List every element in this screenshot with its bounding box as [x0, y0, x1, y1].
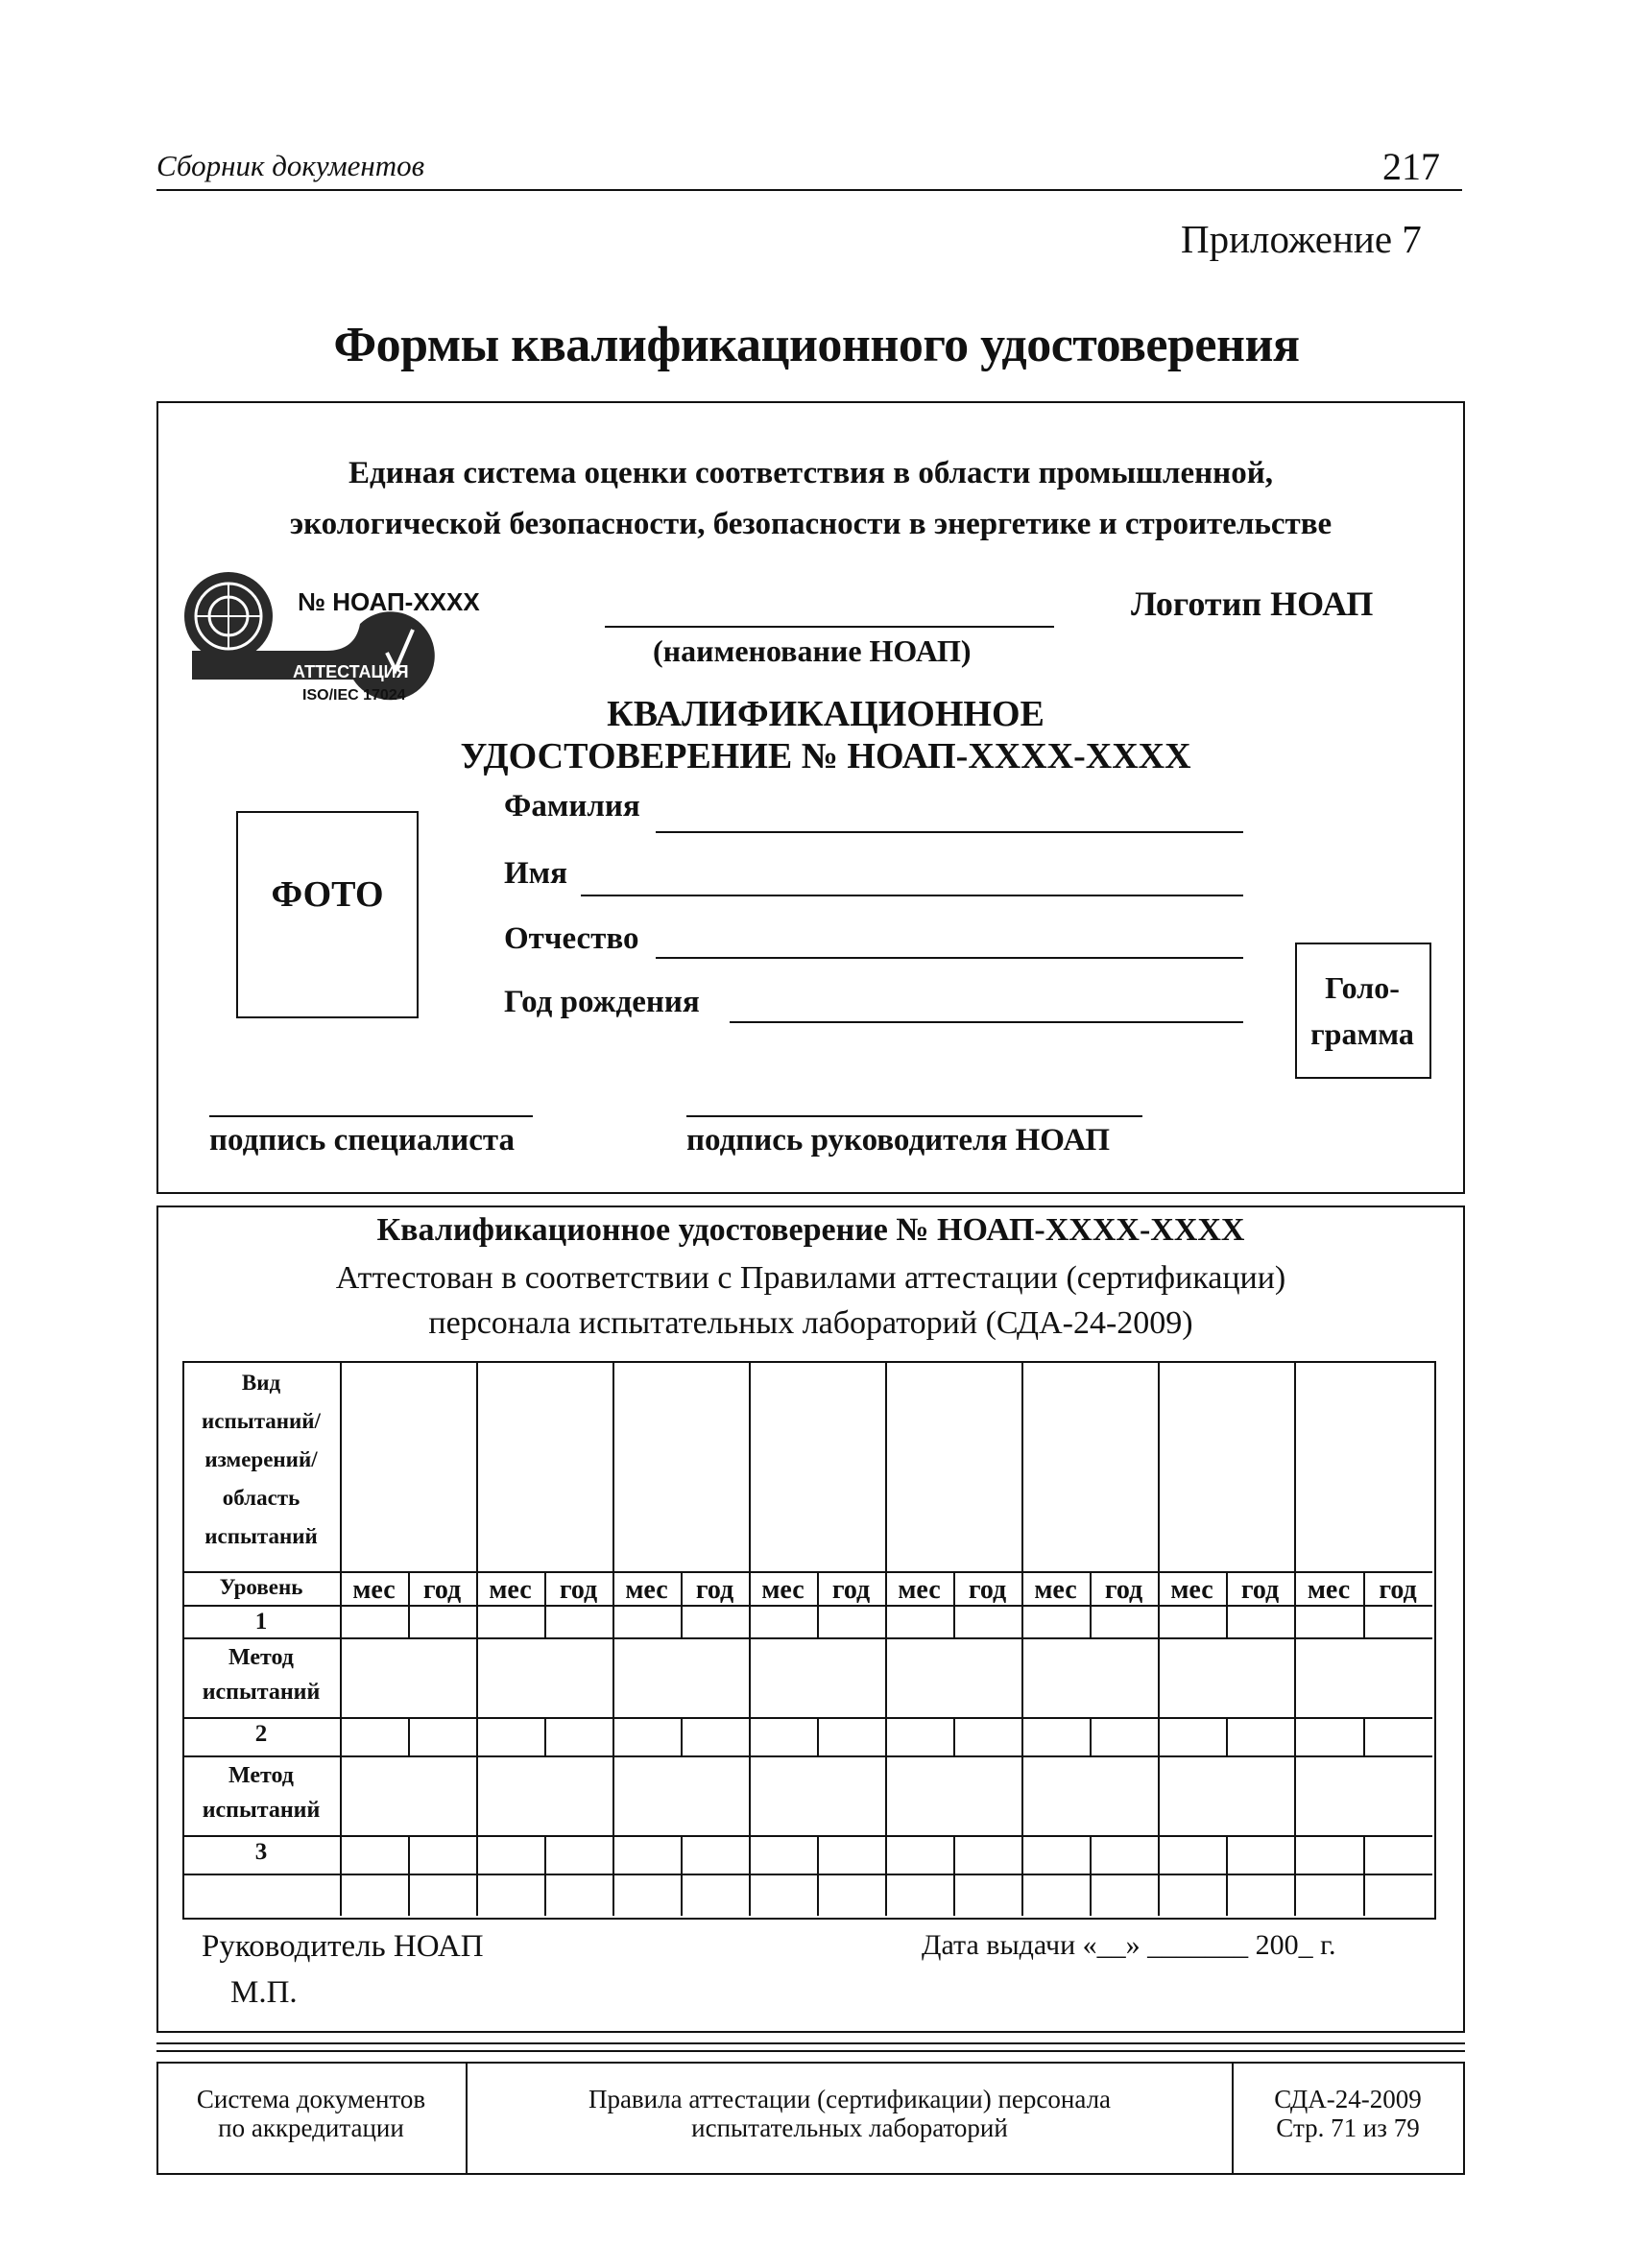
grid-subcol-divider: [817, 1835, 819, 1874]
month-label: мес: [1170, 1575, 1213, 1605]
seal-attest-label: АТТЕСТАЦИЯ: [293, 662, 409, 681]
field-label-patronymic: Отчество: [504, 921, 639, 956]
grid-subcol-divider: [1363, 1605, 1365, 1637]
grid-subcol-divider: [1090, 1605, 1092, 1637]
photo-label: ФОТО: [271, 874, 384, 915]
footer-document-name-line-1: Правила аттестации (сертификации) персонала: [588, 2085, 1112, 2113]
year-label: год: [1240, 1575, 1280, 1605]
hologram-label-line-2: грамма: [1310, 1016, 1414, 1051]
issue-date: Дата выдачи «__» _______ 200_ г.: [922, 1929, 1336, 1961]
grid-subcol-divider: [953, 1874, 955, 1916]
grid-subcol-divider: [1226, 1717, 1228, 1755]
method-label: Метод: [228, 1763, 294, 1788]
grid-subcol-divider: [953, 1835, 955, 1874]
grid-subcol-divider: [1090, 1874, 1092, 1916]
footer-document-code-line-2: Стр. 71 из 79: [1276, 2113, 1420, 2142]
hologram-label-line-1: Голо-: [1325, 970, 1400, 1005]
noap-name-caption: (наименование НОАП): [653, 633, 972, 668]
month-label: мес: [625, 1575, 668, 1605]
test-type-header-text: испытаний: [204, 1524, 318, 1548]
grid-subcol-divider: [1090, 1717, 1092, 1755]
grid-subcol-divider: [817, 1717, 819, 1755]
field-label-name: Имя: [504, 856, 567, 891]
grid-subcol-divider: [544, 1717, 546, 1755]
appendix-label: Приложение 7: [1181, 217, 1422, 261]
footer-rule-2: [156, 2050, 1465, 2052]
grid-row-divider: [182, 1755, 1432, 1757]
grid-subcol-divider: [1226, 1874, 1228, 1916]
grid-subcol-divider: [1363, 1835, 1365, 1874]
stamp-label: М.П.: [230, 1975, 298, 2010]
month-label: мес: [352, 1575, 396, 1605]
test-type-header-text: Вид: [241, 1371, 281, 1395]
method-label: Метод: [228, 1645, 294, 1670]
back-title: Квалификационное удостоверение № НОАП-XXXX-XXXX: [376, 1212, 1245, 1248]
method-label: испытаний: [202, 1798, 321, 1823]
grid-subcol-divider: [681, 1835, 683, 1874]
page-number: 217: [1382, 145, 1440, 188]
grid-subcol-divider: [408, 1605, 410, 1637]
grid-subcol-divider: [681, 1605, 683, 1637]
hologram-label: [1295, 965, 1429, 1057]
method-label: испытаний: [202, 1680, 321, 1705]
field-label-surname: Фамилия: [504, 789, 640, 824]
seal-iso-label: ISO/IEC 17024: [302, 687, 406, 704]
head-signature-line: [686, 1115, 1142, 1117]
page-title: Формы квалификационного удостоверения: [333, 318, 1300, 372]
grid-subcol-divider: [544, 1605, 546, 1637]
year-label: год: [422, 1575, 462, 1605]
grid-row-divider: [182, 1874, 1432, 1875]
level-number: 2: [254, 1721, 268, 1747]
footer-document-name: [468, 2085, 1232, 2142]
footer-system: [156, 2085, 466, 2142]
grid-subcol-divider: [681, 1874, 683, 1916]
system-name-line-1: Единая система оценки соответствия в области промышленной,: [348, 456, 1273, 490]
month-label: мес: [898, 1575, 941, 1605]
back-attested-line-2: персонала испытательных лабораторий (СДА-24-2009): [428, 1305, 1193, 1341]
specialist-signature-label: подпись специалиста: [209, 1123, 516, 1158]
head-label: Руководитель НОАП: [202, 1929, 484, 1964]
back-attested-line-1: Аттестован в соответствии с Правилами аттестации (сертификации): [335, 1260, 1286, 1296]
year-label: год: [831, 1575, 871, 1605]
grid-subcol-divider: [1226, 1605, 1228, 1637]
grid-subcol-divider: [817, 1874, 819, 1916]
noap-logo-caption: Логотип НОАП: [1131, 585, 1374, 623]
year-label: год: [559, 1575, 598, 1605]
field-line-birth-year: [730, 1021, 1243, 1023]
level-number: 3: [254, 1839, 268, 1865]
field-line-patronymic: [656, 957, 1243, 959]
system-name-line-2: экологической безопасности, безопасности в энергетике и строительстве: [289, 507, 1333, 541]
specialist-signature-line: [209, 1115, 533, 1117]
footer-document-code-line-1: СДА-24-2009: [1274, 2085, 1422, 2113]
footer-document-code: [1234, 2085, 1462, 2142]
test-type-header-text: измерений/: [204, 1447, 318, 1471]
field-line-name: [581, 895, 1243, 896]
grid-subcol-divider: [1090, 1835, 1092, 1874]
footer-document-name-line-2: испытательных лабораторий: [691, 2113, 1008, 2142]
footer-system-line-1: Система документов: [196, 2085, 426, 2113]
month-label: мес: [1307, 1575, 1351, 1605]
footer-rule-1: [156, 2042, 1465, 2044]
year-label: год: [968, 1575, 1007, 1605]
certificate-title-line-1: КВАЛИФИКАЦИОННОЕ: [607, 694, 1045, 734]
noap-name-line: [605, 626, 1054, 628]
month-label: мес: [1034, 1575, 1077, 1605]
running-header-title: Сборник документов: [156, 149, 425, 182]
head-signature-label: подпись руководителя НОАП: [686, 1123, 1111, 1158]
grid-subcol-divider: [408, 1874, 410, 1916]
level-header: Уровень: [219, 1575, 303, 1599]
level-number: 1: [254, 1609, 268, 1635]
certificate-title-line-2: УДОСТОВЕРЕНИЕ № НОАП-XXXX-XXXX: [460, 736, 1191, 776]
grid-subcol-divider: [681, 1717, 683, 1755]
grid-subcol-divider: [953, 1717, 955, 1755]
grid-subcol-divider: [1226, 1835, 1228, 1874]
test-type-header-text: испытаний/: [202, 1409, 321, 1433]
seal-number: № НОАП-XXXX: [298, 587, 480, 616]
month-label: мес: [489, 1575, 532, 1605]
header-rule: [156, 189, 1462, 191]
grid-subcol-divider: [1363, 1874, 1365, 1916]
grid-row-divider: [182, 1637, 1432, 1639]
grid-subcol-divider: [408, 1835, 410, 1874]
grid-subcol-divider: [953, 1605, 955, 1637]
footer-system-line-2: по аккредитации: [218, 2113, 404, 2142]
grid-subcol-divider: [817, 1605, 819, 1637]
grid-subcol-divider: [408, 1717, 410, 1755]
year-label: год: [1379, 1575, 1417, 1605]
grid-row-divider: [182, 1717, 1432, 1719]
field-line-surname: [656, 831, 1243, 833]
test-type-header-text: область: [222, 1486, 300, 1510]
grid-row-divider: [182, 1835, 1432, 1837]
year-label: год: [1104, 1575, 1143, 1605]
grid-subcol-divider: [544, 1874, 546, 1916]
grid-subcol-divider: [544, 1835, 546, 1874]
grid-subcol-divider: [1363, 1717, 1365, 1755]
year-label: год: [695, 1575, 734, 1605]
field-label-birth-year: Год рождения: [504, 985, 700, 1019]
grid-row-divider: [182, 1571, 1432, 1573]
month-label: мес: [761, 1575, 804, 1605]
